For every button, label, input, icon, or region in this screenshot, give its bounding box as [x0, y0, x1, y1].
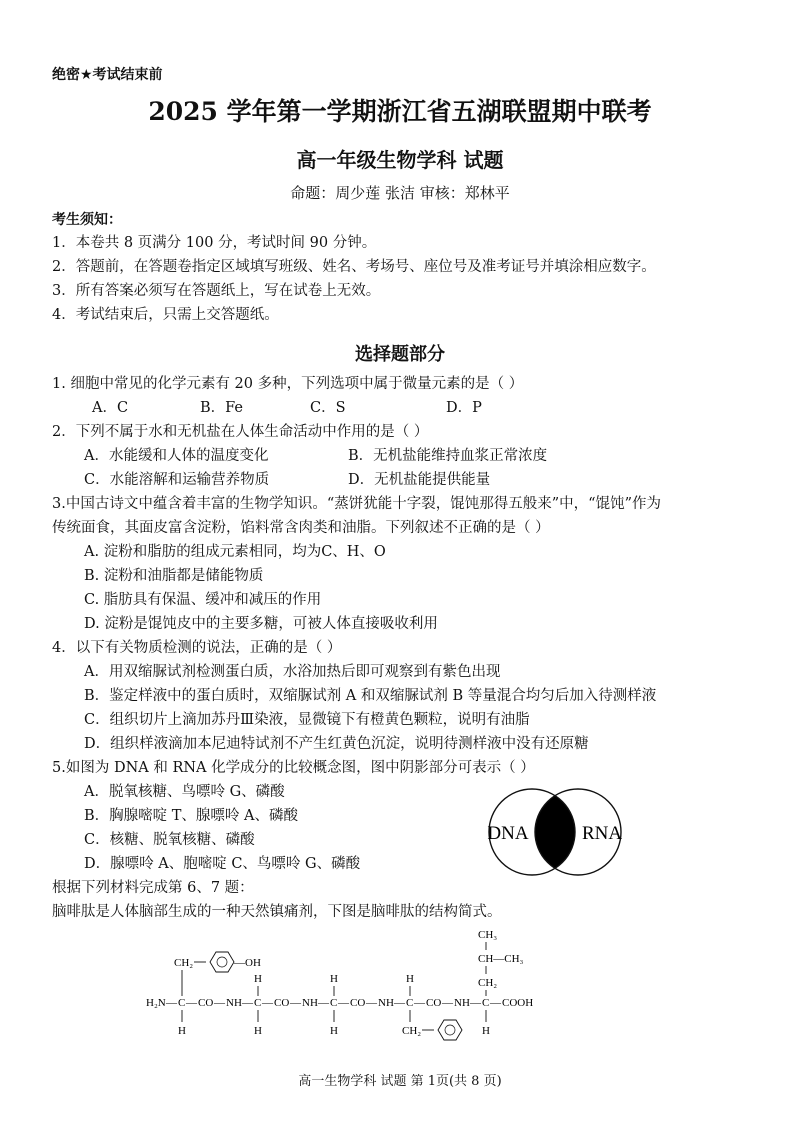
notice-heading: 考生须知： [52, 212, 122, 228]
material-text: 脑啡肽是人体脑部生成的一种天然镇痛剂，下图是脑啡肽的结构简式。 [52, 904, 502, 920]
option-a: A．C [92, 400, 129, 416]
alpha-carbon: C [178, 997, 186, 1009]
question-stem: 3.中国古诗文中蕴含着丰富的生物学知识。“蒸饼犹能十字裂，馄饨那得五般来”中，“馄饨”作为 [52, 496, 661, 512]
question-stem: 5.如图为 DNA 和 RNA 化学成分的比较概念图，图中阴影部分可表示（ ） [52, 760, 535, 776]
authors-line: 命题：周少莲 张洁 审核：郑林平 [290, 184, 510, 202]
question-stem-cont: 传统面食，其面皮富含淀粉，馅料常含肉类和油脂。下列叙述不正确的是（ ） [52, 520, 550, 536]
option-a: A．水能缓和人体的温度变化 [84, 448, 269, 464]
hydrogen: H [406, 973, 414, 985]
alpha-carbon: C [482, 997, 490, 1009]
option-c: C．核糖、脱氧核糖、磷酸 [84, 832, 255, 848]
alpha-carbon: C [406, 997, 414, 1009]
option-b: B．鉴定样液中的蛋白质时，双缩脲试剂 A 和双缩脲试剂 B 等量混合均匀后加入待测样液 [84, 688, 657, 704]
option-c: C．水能溶解和运输营养物质 [84, 472, 270, 488]
bond: — [262, 997, 273, 1009]
option-c: C．组织切片上滴加苏丹Ⅲ染液，显微镜下有橙黄色颗粒，说明有油脂 [84, 712, 530, 728]
bond: — [366, 997, 377, 1009]
amide-group: NH [226, 997, 242, 1009]
page-footer: 高一生物学科 试题 第 1页(共 8 页) [298, 1074, 502, 1089]
question-stem: 2．下列不属于水和无机盐在人体生命活动中作用的是（ ） [52, 424, 429, 440]
bond: — [290, 997, 301, 1009]
bond: — [166, 997, 177, 1009]
bond: — [394, 997, 405, 1009]
option-b: B．胸腺嘧啶 T、腺嘌呤 A、磷酸 [84, 808, 299, 824]
benzene-ring-icon [210, 952, 234, 972]
option-d: D．组织样液滴加本尼迪特试剂不产生红黄色沉淀，说明待测样液中没有还原糖 [84, 736, 589, 752]
alpha-carbon: C [330, 997, 338, 1009]
carbonyl-group: CO [426, 997, 442, 1009]
hydroxyl-group: —OH [234, 957, 261, 969]
bond: — [242, 997, 253, 1009]
hydrogen: H [330, 1025, 338, 1037]
hydrogen: H [254, 973, 262, 985]
alpha-carbon: C [254, 997, 262, 1009]
hydrogen: H [482, 1025, 490, 1037]
hydrogen: H [254, 1025, 262, 1037]
question-stem: 1. 细胞中常见的化学元素有 20 多种，下列选项中属于微量元素的是（ ） [52, 376, 524, 392]
ch2-group: CH₂ [174, 957, 194, 969]
option-d: D．P [446, 400, 482, 416]
question-stem: 4．以下有关物质检测的说法，正确的是（ ） [52, 640, 342, 656]
material-intro: 根据下列材料完成第 6、7 题： [52, 880, 254, 896]
carboxyl-group: COOH [502, 997, 534, 1009]
exam-title: 2025 学年第一学期浙江省五湖联盟期中联考 [148, 97, 652, 126]
dna-rna-venn-diagram [470, 782, 640, 882]
option-d: D．腺嘌呤 A、胞嘧啶 C、鸟嘌呤 G、磷酸 [84, 856, 361, 872]
option-c: C．S [310, 400, 346, 416]
dna-label: DNA [487, 823, 529, 844]
rna-label: RNA [581, 823, 623, 844]
amide-group: NH [302, 997, 318, 1009]
option-b: B．Fe [200, 400, 244, 416]
bond: — [442, 997, 453, 1009]
option-c: C. 脂肪具有保温、缓冲和减压的作用 [84, 592, 322, 608]
hydrogen: H [330, 973, 338, 985]
notice-item: 3．所有答案必须写在答题纸上，写在试卷上无效。 [52, 283, 381, 299]
bond: — [214, 997, 225, 1009]
enkephalin-structure [140, 928, 700, 1048]
option-a: A. 淀粉和脂肪的组成元素相同，均为C、H、O [84, 544, 386, 560]
carbonyl-group: CO [274, 997, 290, 1009]
ch3-group: CH₃ [478, 929, 498, 941]
benzene-ring-icon [438, 1020, 462, 1040]
option-b: B．无机盐能维持血浆正常浓度 [348, 448, 548, 464]
bond: — [186, 997, 197, 1009]
option-a: A．用双缩脲试剂检测蛋白质，水浴加热后即可观察到有紫色出现 [84, 664, 501, 680]
option-b: B. 淀粉和油脂都是储能物质 [84, 568, 264, 584]
secret-label: 绝密★考试结束前 [52, 67, 163, 83]
bond: — [338, 997, 349, 1009]
paper-subtitle: 高一年级生物学科 试题 [296, 148, 504, 172]
bond: — [318, 997, 329, 1009]
ch2-group: CH₂ [402, 1025, 422, 1037]
notice-item: 2．答题前，在答题卷指定区域填写班级、姓名、考场号、座位号及准考证号并填涂相应数字。 [52, 259, 656, 275]
bond: — [470, 997, 481, 1009]
option-d: D．无机盐能提供能量 [348, 472, 491, 488]
bond: — [414, 997, 425, 1009]
hydrogen: H [178, 1025, 186, 1037]
ch2-group: CH₂ [478, 977, 498, 989]
amino-group: H₂N [146, 997, 166, 1009]
carbonyl-group: CO [198, 997, 214, 1009]
notice-item: 4．考试结束后，只需上交答题纸。 [52, 307, 279, 323]
ch-ch3-group: CH—CH₃ [478, 953, 524, 965]
amide-group: NH [454, 997, 470, 1009]
option-d: D. 淀粉是馄饨皮中的主要多糖，可被人体直接吸收利用 [84, 616, 438, 632]
carbonyl-group: CO [350, 997, 366, 1009]
section-title: 选择题部分 [355, 344, 445, 365]
option-a: A．脱氧核糖、鸟嘌呤 G、磷酸 [84, 784, 285, 800]
amide-group: NH [378, 997, 394, 1009]
bond: — [490, 997, 501, 1009]
notice-item: 1．本卷共 8 页满分 100 分，考试时间 90 分钟。 [52, 235, 377, 251]
